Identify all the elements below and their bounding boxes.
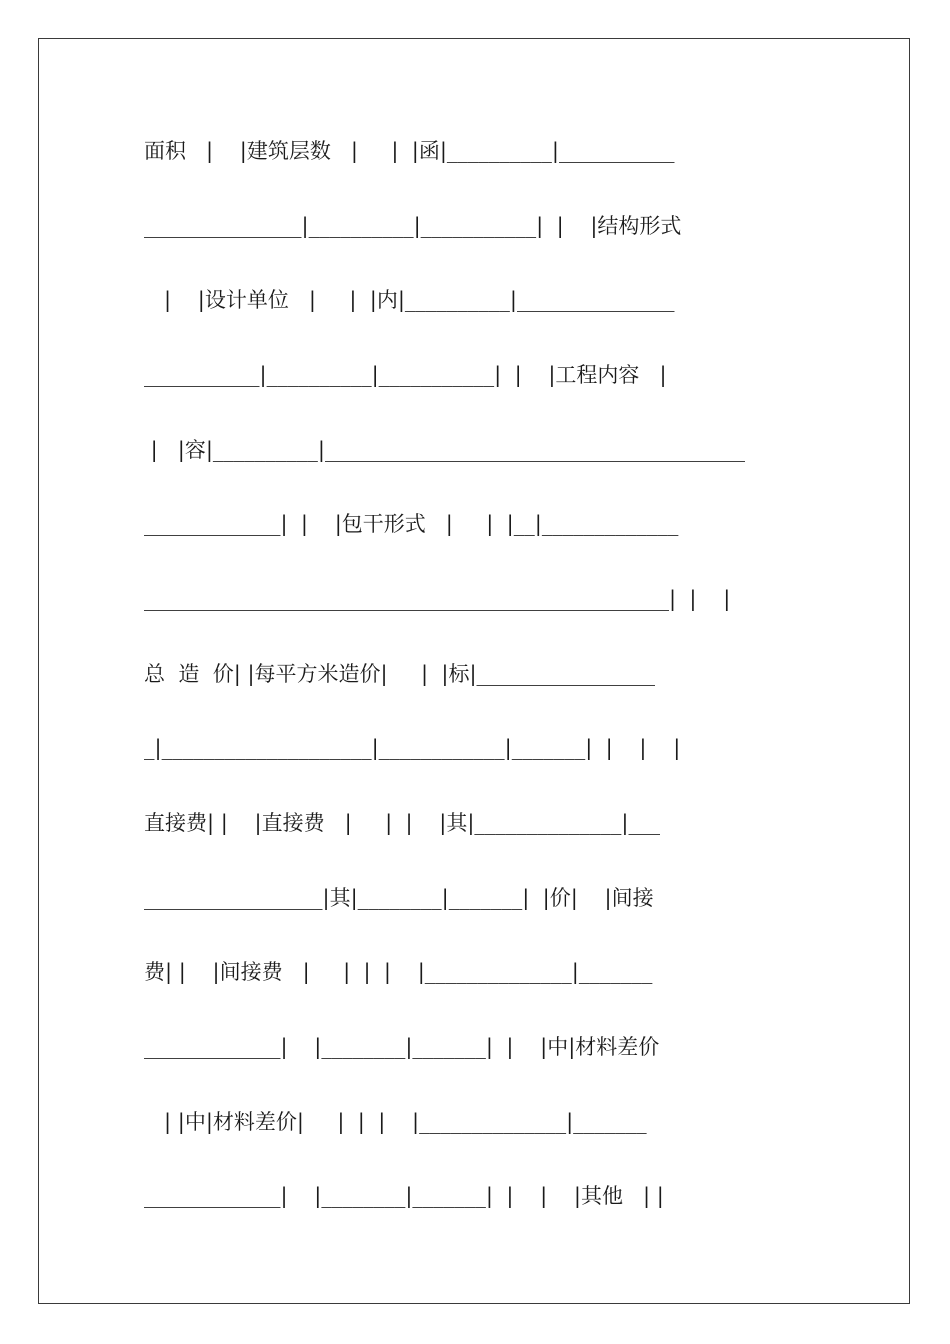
text-line: _____________| |________|_______| | | |其他 | | [144, 1184, 664, 1208]
text-line: | |中|材料差价| | | | |______________|_______ [144, 1110, 647, 1134]
text-line: _____________| |________|_______| | |中|材料差价 [144, 1035, 660, 1059]
text-line: ___________|__________|___________| | |工程内容 | [144, 363, 667, 387]
text-line: 总 造 价| |每平方米造价| | |标|_________________ [144, 662, 656, 686]
text-line: 面积 | |建筑层数 | | |函|__________|___________ [144, 139, 675, 163]
text-line: _______________|__________|___________| | |结构形式 [144, 214, 682, 238]
text-line: _|____________________|____________|_______| | | | [144, 736, 681, 760]
text-line: __________________________________________________| | | [144, 587, 731, 611]
text-line: _________________|其|________|_______| |价| |间接 [144, 886, 654, 910]
text-line: _____________| | |包干形式 | | |__|_____________ [144, 512, 679, 536]
text-line: | |设计单位 | | |内|__________|_______________ [144, 288, 675, 312]
text-line: | |容|__________|________________________________________ [144, 438, 746, 462]
text-line: 直接费| | |直接费 | | | |其|______________|___ [144, 811, 661, 835]
text-line: 费| | |间接费 | | | | |______________|_______ [144, 960, 653, 984]
